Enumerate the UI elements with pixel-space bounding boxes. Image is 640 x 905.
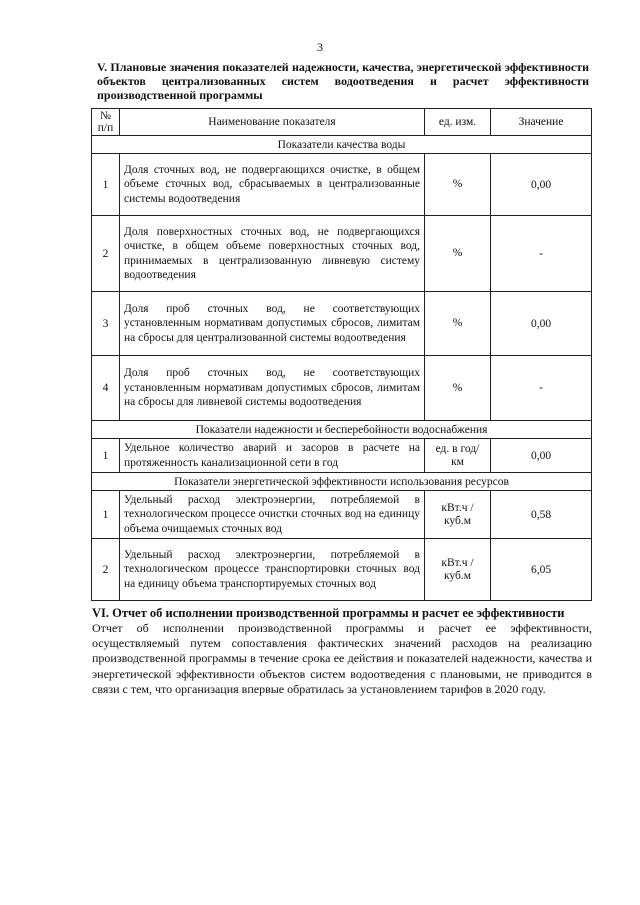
row-name: Удельный расход электроэнергии, потребляемой в технологическом процессе транспортировки сточных вод на единицу объема транспортируемых сточных вод: [120, 539, 425, 601]
header-unit: ед. изм.: [425, 109, 491, 136]
indicators-table: [91, 108, 592, 601]
section-6-body: Отчет об исполнении производственной программы и расчет ее эффективности, осуществляемый путем сопоставления фактических значений расходов на реализацию производственной программы в течение срока ее действия и показателей надежности, качества и энергетической эффективности объектов систем водоотведения с плановыми, не приводится в связи с тем, что организация впервые обратилась за установлением тарифов в 2020 году.: [92, 621, 592, 696]
row-name: Доля поверхностных сточных вод, не подвергающихся очистке, в общем объеме поверхностных сточных вод, принимаемых в централизованную ливневую систему водоотведения: [120, 216, 425, 292]
group-row-energy-efficiency: [92, 473, 592, 491]
row-num: 4: [92, 356, 120, 421]
table-row: [92, 154, 592, 216]
row-value: 0,00: [491, 292, 592, 356]
row-unit: ед. в год/ км: [425, 439, 491, 473]
row-unit: %: [425, 292, 491, 356]
group-title: Показатели энергетической эффективности использования ресурсов: [92, 473, 592, 491]
header-name: Наименование показателя: [120, 109, 425, 136]
row-value: 6,05: [491, 539, 592, 601]
group-title: Показатели надежности и бесперебойности водоснабжения: [92, 421, 592, 439]
row-name: Доля проб сточных вод, не соответствующих установленным нормативам допустимых сбросов, лимитам на сбросы для централизованной системы водоотведения: [120, 292, 425, 356]
table-row: [92, 356, 592, 421]
row-name: Удельный расход электроэнергии, потребляемой в технологическом процессе очистки сточных вод на единицу объема очищаемых сточных вод: [120, 491, 425, 539]
row-unit: %: [425, 154, 491, 216]
row-unit: %: [425, 216, 491, 292]
group-row-reliability: [92, 421, 592, 439]
page-number: 3: [317, 40, 323, 54]
row-name: Доля сточных вод, не подвергающихся очистке, в общем объеме сточных вод, сбрасываемых в централизованные системы водоотведения: [120, 154, 425, 216]
section-6-title: VI. Отчет об исполнении производственной программы и расчет ее эффективности: [92, 606, 565, 620]
row-num: 1: [92, 154, 120, 216]
group-title: Показатели качества воды: [92, 136, 592, 154]
section-5-title: V. Плановые значения показателей надежности, качества, энергетической эффективности объектов централизованных систем водоотведения и расчет эффективности производственной программы: [97, 60, 589, 102]
row-num: 1: [92, 439, 120, 473]
table-row: [92, 216, 592, 292]
row-num: 2: [92, 539, 120, 601]
header-value: Значение: [491, 109, 592, 136]
row-num: 1: [92, 491, 120, 539]
row-name: Доля проб сточных вод, не соответствующих установленным нормативам допустимых сбросов, лимитам на сбросы для ливневой системы водоотведения: [120, 356, 425, 421]
row-num: 3: [92, 292, 120, 356]
row-value: -: [491, 216, 592, 292]
table-row: [92, 539, 592, 601]
row-value: -: [491, 356, 592, 421]
row-value: 0,58: [491, 491, 592, 539]
row-unit: %: [425, 356, 491, 421]
row-name: Удельное количество аварий и засоров в расчете на протяженность канализационной сети в год: [120, 439, 425, 473]
row-value: 0,00: [491, 154, 592, 216]
row-num: 2: [92, 216, 120, 292]
table-row: [92, 292, 592, 356]
group-row-water-quality: [92, 136, 592, 154]
row-unit: кВт.ч / куб.м: [425, 491, 491, 539]
table-row: [92, 491, 592, 539]
row-unit: кВт.ч / куб.м: [425, 539, 491, 601]
table-header-row: [92, 109, 592, 136]
table-row: [92, 439, 592, 473]
row-value: 0,00: [491, 439, 592, 473]
header-num: № п/п: [92, 109, 120, 136]
